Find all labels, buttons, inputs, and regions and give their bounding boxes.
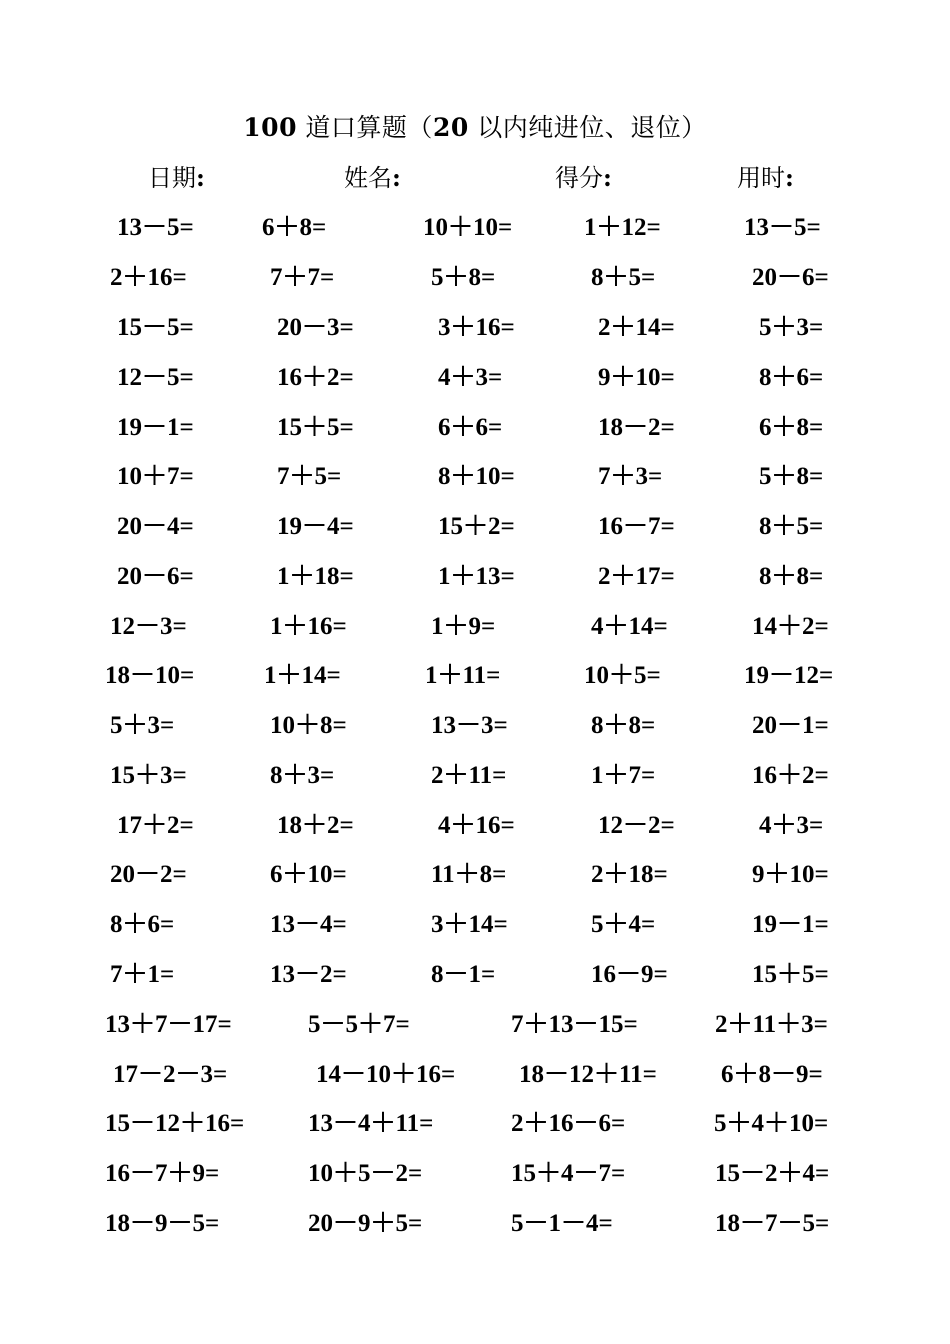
problem-item: 8＋3= xyxy=(270,762,335,789)
problem-item: 2＋11＋3= xyxy=(715,1011,828,1038)
problem-item: 6＋8= xyxy=(759,414,824,441)
problem-item: 5＋3= xyxy=(110,712,175,739)
problem-item: 2＋16－6= xyxy=(511,1110,626,1137)
problem-item: 13－3= xyxy=(431,712,508,739)
problem-item: 20－1= xyxy=(752,712,829,739)
problem-item: 8＋5= xyxy=(759,513,824,540)
score-colon: : xyxy=(603,163,612,192)
problem-row xyxy=(0,756,950,796)
problem-item: 11＋8= xyxy=(431,861,507,888)
date-field-label xyxy=(148,160,205,196)
problem-item: 20－6= xyxy=(752,264,829,291)
problem-item: 15＋3= xyxy=(110,762,187,789)
problem-item: 18－9－5= xyxy=(105,1210,220,1237)
problem-item: 17－2－3= xyxy=(113,1061,228,1088)
problem-item: 16＋2= xyxy=(752,762,829,789)
problem-item: 8－1= xyxy=(431,961,496,988)
problem-item: 5＋8= xyxy=(759,463,824,490)
title-range-text: 以内纯进位、退位） xyxy=(477,113,707,142)
problem-row xyxy=(0,557,950,597)
title-text: 道口算题（ xyxy=(305,113,433,142)
problem-item: 6＋8－9= xyxy=(721,1061,823,1088)
problem-item: 2＋11= xyxy=(431,762,507,789)
problem-row xyxy=(0,806,950,846)
problem-item: 1＋18= xyxy=(277,563,354,590)
problem-row xyxy=(0,258,950,298)
problem-item: 3＋16= xyxy=(438,314,515,341)
problem-item: 18－10= xyxy=(105,662,195,689)
problem-item: 6＋6= xyxy=(438,414,503,441)
problem-item: 2＋16= xyxy=(110,264,187,291)
problem-item: 15－2＋4= xyxy=(715,1160,830,1187)
problem-item: 13－4＋11= xyxy=(308,1110,434,1137)
problem-row xyxy=(0,507,950,547)
problem-item: 18－12＋11= xyxy=(519,1061,657,1088)
problem-item: 19－1= xyxy=(117,414,194,441)
problem-item: 20－2= xyxy=(110,861,187,888)
problem-item: 12－3= xyxy=(110,613,187,640)
problem-item: 1＋14= xyxy=(264,662,341,689)
problem-item: 8＋8= xyxy=(759,563,824,590)
time-field-label xyxy=(737,160,794,196)
problem-item: 10＋5－2= xyxy=(308,1160,423,1187)
problem-row xyxy=(0,408,950,448)
score-field-label xyxy=(555,160,612,196)
problem-item: 10＋5= xyxy=(584,662,661,689)
problem-row xyxy=(0,855,950,895)
problem-item: 7＋3= xyxy=(598,463,663,490)
problem-item: 15－5= xyxy=(117,314,194,341)
problem-item: 2＋17= xyxy=(598,563,675,590)
problem-item: 4＋16= xyxy=(438,812,515,839)
problem-item: 3＋14= xyxy=(431,911,508,938)
score-label: 得分 xyxy=(555,164,603,192)
problem-item: 14－10＋16= xyxy=(316,1061,456,1088)
problem-row xyxy=(0,457,950,497)
problem-row xyxy=(0,1005,950,1045)
problem-row xyxy=(0,1055,950,1095)
problem-item: 13－5= xyxy=(744,214,821,241)
problem-item: 16－7= xyxy=(598,513,675,540)
problem-item: 12－5= xyxy=(117,364,194,391)
problem-item: 13＋7－17= xyxy=(105,1011,232,1038)
problem-item: 13－4= xyxy=(270,911,347,938)
time-label: 用时 xyxy=(737,164,785,192)
problem-item: 8＋8= xyxy=(591,712,656,739)
problem-row xyxy=(0,955,950,995)
problem-item: 8＋10= xyxy=(438,463,515,490)
problem-row xyxy=(0,706,950,746)
problem-row xyxy=(0,1104,950,1144)
problem-item: 19－1= xyxy=(752,911,829,938)
problem-item: 5－1－4= xyxy=(511,1210,613,1237)
problem-row xyxy=(0,358,950,398)
problem-row xyxy=(0,905,950,945)
date-colon: : xyxy=(196,163,205,192)
student-info-row xyxy=(0,160,950,196)
date-label: 日期 xyxy=(148,164,196,192)
problem-item: 5＋8= xyxy=(431,264,496,291)
problem-item: 13－2= xyxy=(270,961,347,988)
problem-item: 15＋5= xyxy=(277,414,354,441)
problem-item: 1＋13= xyxy=(438,563,515,590)
title-range-number: 20 xyxy=(432,113,469,142)
problem-item: 10＋8= xyxy=(270,712,347,739)
problem-item: 12－2= xyxy=(598,812,675,839)
problem-item: 5＋4＋10= xyxy=(714,1110,829,1137)
problem-item: 10＋10= xyxy=(423,214,513,241)
problem-item: 1＋11= xyxy=(425,662,501,689)
problem-item: 10＋7= xyxy=(117,463,194,490)
problem-row xyxy=(0,208,950,248)
problem-item: 13－5= xyxy=(117,214,194,241)
problem-item: 9＋10= xyxy=(752,861,829,888)
problem-item: 18－7－5= xyxy=(715,1210,830,1237)
problem-item: 2＋14= xyxy=(598,314,675,341)
problem-item: 7＋1= xyxy=(110,961,175,988)
problem-item: 9＋10= xyxy=(598,364,675,391)
problem-item: 4＋14= xyxy=(591,613,668,640)
problem-item: 8＋5= xyxy=(591,264,656,291)
problem-item: 5＋4= xyxy=(591,911,656,938)
name-colon: : xyxy=(392,163,401,192)
problem-item: 20－6= xyxy=(117,563,194,590)
problem-row xyxy=(0,1154,950,1194)
problem-item: 20－4= xyxy=(117,513,194,540)
time-colon: : xyxy=(785,163,794,192)
problem-item: 19－4= xyxy=(277,513,354,540)
problem-item: 18－2= xyxy=(598,414,675,441)
problem-item: 7＋7= xyxy=(270,264,335,291)
name-label: 姓名 xyxy=(344,164,392,192)
problem-item: 4＋3= xyxy=(759,812,824,839)
problem-item: 20－3= xyxy=(277,314,354,341)
problem-item: 20－9＋5= xyxy=(308,1210,423,1237)
problem-item: 1＋7= xyxy=(591,762,656,789)
problem-item: 5＋3= xyxy=(759,314,824,341)
problem-item: 17＋2= xyxy=(117,812,194,839)
problem-row xyxy=(0,308,950,348)
problem-row xyxy=(0,1204,950,1244)
problem-item: 18＋2= xyxy=(277,812,354,839)
problem-item: 1＋16= xyxy=(270,613,347,640)
problem-item: 16＋2= xyxy=(277,364,354,391)
problem-item: 5－5＋7= xyxy=(308,1011,410,1038)
title-number: 100 xyxy=(243,113,297,142)
problem-item: 6＋10= xyxy=(270,861,347,888)
worksheet-title xyxy=(0,110,950,146)
problem-item: 6＋8= xyxy=(262,214,327,241)
problem-item: 14＋2= xyxy=(752,613,829,640)
problem-item: 15＋4－7= xyxy=(511,1160,626,1187)
problem-item: 1＋12= xyxy=(584,214,661,241)
problem-item: 19－12= xyxy=(744,662,834,689)
problem-item: 8＋6= xyxy=(110,911,175,938)
problem-item: 16－9= xyxy=(591,961,668,988)
problem-item: 15＋5= xyxy=(752,961,829,988)
name-field-label xyxy=(344,160,401,196)
problem-item: 15＋2= xyxy=(438,513,515,540)
problem-row xyxy=(0,656,950,696)
problem-item: 16－7＋9= xyxy=(105,1160,220,1187)
problem-item: 7＋5= xyxy=(277,463,342,490)
problem-item: 7＋13－15= xyxy=(511,1011,638,1038)
problem-row xyxy=(0,607,950,647)
problem-item: 8＋6= xyxy=(759,364,824,391)
problem-item: 4＋3= xyxy=(438,364,503,391)
problem-item: 1＋9= xyxy=(431,613,496,640)
problem-item: 2＋18= xyxy=(591,861,668,888)
problem-item: 15－12＋16= xyxy=(105,1110,245,1137)
